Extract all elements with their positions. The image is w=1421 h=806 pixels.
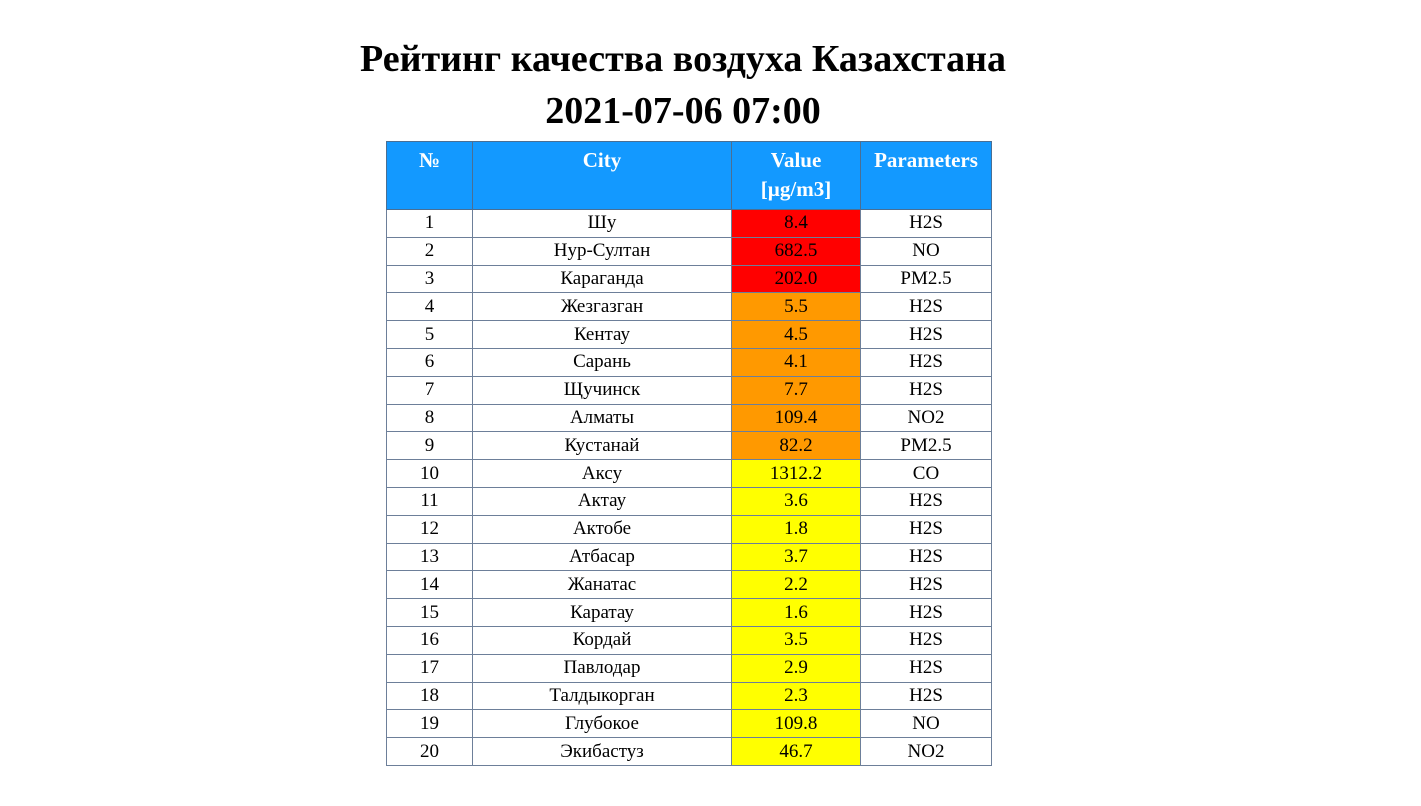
table-row [387, 487, 992, 515]
parameter-cell: H2S [861, 487, 992, 515]
city-cell: Талдыкорган [473, 682, 732, 710]
page-datetime: 2021-07-06 07:00 [545, 90, 821, 132]
parameter-cell: H2S [861, 571, 992, 599]
value-cell: 5.5 [732, 293, 861, 321]
table-row [387, 210, 992, 238]
parameter-cell: H2S [861, 321, 992, 349]
value-cell: 1.6 [732, 599, 861, 627]
parameter-cell: H2S [861, 626, 992, 654]
table-row [387, 432, 992, 460]
rank-cell: 8 [387, 404, 473, 432]
value-cell: 2.9 [732, 654, 861, 682]
parameter-cell: H2S [861, 348, 992, 376]
header-parameters: Parameters [861, 142, 992, 210]
rank-cell: 5 [387, 321, 473, 349]
rank-cell: 9 [387, 432, 473, 460]
table-row [387, 710, 992, 738]
table-row [387, 654, 992, 682]
city-cell: Шу [473, 210, 732, 238]
city-cell: Аксу [473, 460, 732, 488]
parameter-cell: NO2 [861, 404, 992, 432]
parameter-cell: PM2.5 [861, 432, 992, 460]
city-cell: Сарань [473, 348, 732, 376]
parameter-cell: NO [861, 237, 992, 265]
rank-cell: 13 [387, 543, 473, 571]
rank-cell: 15 [387, 599, 473, 627]
table-body [387, 210, 992, 766]
value-cell: 46.7 [732, 738, 861, 766]
table-header-row [387, 142, 992, 210]
table-row [387, 599, 992, 627]
value-cell: 109.4 [732, 404, 861, 432]
city-cell: Караганда [473, 265, 732, 293]
rank-cell: 1 [387, 210, 473, 238]
table-row [387, 515, 992, 543]
value-cell: 1.8 [732, 515, 861, 543]
parameter-cell: NO2 [861, 738, 992, 766]
table-row [387, 682, 992, 710]
rank-cell: 16 [387, 626, 473, 654]
value-cell: 2.3 [732, 682, 861, 710]
rank-cell: 2 [387, 237, 473, 265]
city-cell: Экибастуз [473, 738, 732, 766]
city-cell: Актобе [473, 515, 732, 543]
air-quality-rating-table [386, 141, 992, 766]
header-num: № [387, 142, 473, 210]
value-cell: 3.6 [732, 487, 861, 515]
table-row [387, 404, 992, 432]
parameter-cell: H2S [861, 210, 992, 238]
table-row [387, 376, 992, 404]
city-cell: Актау [473, 487, 732, 515]
rank-cell: 14 [387, 571, 473, 599]
parameter-cell: H2S [861, 515, 992, 543]
value-cell: 3.7 [732, 543, 861, 571]
rank-cell: 12 [387, 515, 473, 543]
table-row [387, 293, 992, 321]
rank-cell: 3 [387, 265, 473, 293]
value-cell: 4.5 [732, 321, 861, 349]
rank-cell: 11 [387, 487, 473, 515]
value-cell: 1312.2 [732, 460, 861, 488]
value-cell: 4.1 [732, 348, 861, 376]
parameter-cell: H2S [861, 293, 992, 321]
city-cell: Кустанай [473, 432, 732, 460]
value-cell: 7.7 [732, 376, 861, 404]
table-row [387, 738, 992, 766]
city-cell: Алматы [473, 404, 732, 432]
city-cell: Кордай [473, 626, 732, 654]
table-row [387, 348, 992, 376]
table-row [387, 626, 992, 654]
table-row [387, 460, 992, 488]
table-row [387, 237, 992, 265]
value-cell: 2.2 [732, 571, 861, 599]
rank-cell: 6 [387, 348, 473, 376]
value-cell: 82.2 [732, 432, 861, 460]
city-cell: Атбасар [473, 543, 732, 571]
rank-cell: 18 [387, 682, 473, 710]
rank-cell: 4 [387, 293, 473, 321]
city-cell: Каратау [473, 599, 732, 627]
parameter-cell: H2S [861, 599, 992, 627]
city-cell: Павлодар [473, 654, 732, 682]
parameter-cell: H2S [861, 682, 992, 710]
rank-cell: 20 [387, 738, 473, 766]
city-cell: Жанатас [473, 571, 732, 599]
city-cell: Кентау [473, 321, 732, 349]
rank-cell: 19 [387, 710, 473, 738]
page-title: Рейтинг качества воздуха Казахстана [360, 38, 1006, 80]
parameter-cell: NO [861, 710, 992, 738]
city-cell: Жезгазган [473, 293, 732, 321]
rank-cell: 10 [387, 460, 473, 488]
parameter-cell: PM2.5 [861, 265, 992, 293]
parameter-cell: CO [861, 460, 992, 488]
city-cell: Нур-Султан [473, 237, 732, 265]
table-row [387, 543, 992, 571]
value-cell: 682.5 [732, 237, 861, 265]
city-cell: Щучинск [473, 376, 732, 404]
rank-cell: 17 [387, 654, 473, 682]
table-row [387, 265, 992, 293]
parameter-cell: H2S [861, 543, 992, 571]
value-cell: 8.4 [732, 210, 861, 238]
header-city: City [473, 142, 732, 210]
parameter-cell: H2S [861, 654, 992, 682]
table-row [387, 321, 992, 349]
header-value: Value [µg/m3] [732, 142, 861, 210]
parameter-cell: H2S [861, 376, 992, 404]
value-cell: 109.8 [732, 710, 861, 738]
value-cell: 202.0 [732, 265, 861, 293]
city-cell: Глубокое [473, 710, 732, 738]
rank-cell: 7 [387, 376, 473, 404]
table-row [387, 571, 992, 599]
value-cell: 3.5 [732, 626, 861, 654]
